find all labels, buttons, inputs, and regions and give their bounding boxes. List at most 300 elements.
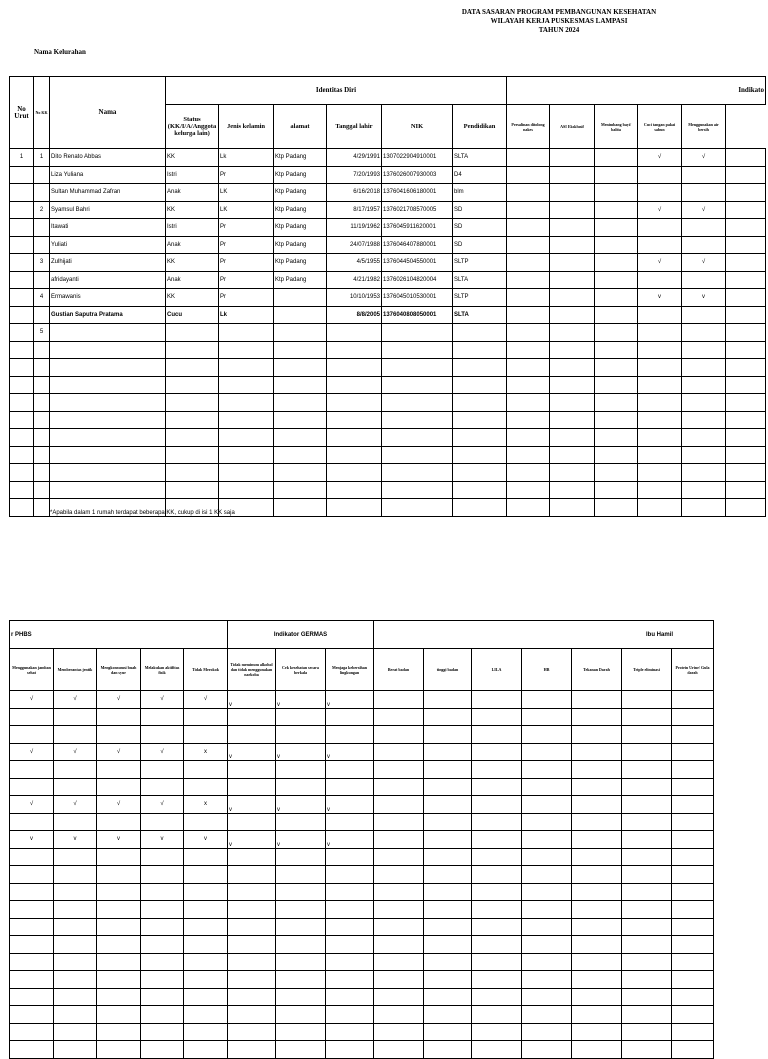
empty-cell (219, 359, 274, 377)
cell-persalinan (507, 184, 550, 202)
cell-tgl: 8/17/1957 (327, 201, 382, 219)
empty-cell (595, 446, 638, 464)
cell-status: Anak (166, 184, 219, 202)
empty-cell (34, 446, 50, 464)
empty-cell (472, 831, 522, 849)
empty-cell (572, 726, 622, 744)
table-row (10, 411, 766, 429)
empty-cell (424, 883, 472, 901)
empty-cell (228, 1041, 276, 1059)
empty-cell (638, 499, 682, 517)
table-row (10, 1041, 714, 1059)
group-germas: Indikator GERMAS (228, 621, 374, 649)
cell-bersih (326, 778, 374, 796)
empty-cell (682, 341, 726, 359)
cell-nik: 1376026007930003 (382, 166, 453, 184)
empty-cell (522, 691, 572, 709)
empty-cell (682, 359, 726, 377)
col-tidak-alkohol: Tidak meminum alkohol dan tidak menggunakan narkoba (228, 649, 276, 691)
title-line-2: WILAYAH KERJA PUSKESMAS LAMPASI (490, 17, 628, 25)
cell-status: Istri (166, 166, 219, 184)
col-tanggal-lahir: Tanggal lahir (327, 105, 382, 149)
cell-aktivitas (141, 761, 184, 779)
empty-cell (682, 446, 726, 464)
cell-extra (726, 219, 766, 237)
empty-cell (326, 988, 374, 1006)
col-hb: HB (522, 649, 572, 691)
empty-cell (622, 953, 672, 971)
cell-cek: v (276, 831, 326, 849)
cell-pend: blm (453, 184, 507, 202)
table-row (10, 324, 766, 342)
empty-cell (424, 1023, 472, 1041)
cell-jentik (54, 848, 97, 866)
table-row (10, 464, 766, 482)
empty-cell (141, 1023, 184, 1041)
col-asi: ASI Eksklusif (550, 105, 595, 149)
cell-pend: SLTA (453, 149, 507, 167)
cell-alamat (274, 306, 327, 324)
col-jenis-kelamin: Jenis kelamin (219, 105, 274, 149)
empty-cell (595, 394, 638, 412)
empty-cell (424, 953, 472, 971)
empty-cell (595, 341, 638, 359)
empty-cell (10, 499, 34, 517)
empty-cell (54, 936, 97, 954)
cell-asi (550, 236, 595, 254)
empty-cell (382, 341, 453, 359)
cell-cuci (638, 271, 682, 289)
cell-air: √ (682, 254, 726, 272)
empty-cell (424, 1006, 472, 1024)
empty-cell (228, 988, 276, 1006)
cell-alamat: Ktp Padang (274, 149, 327, 167)
empty-cell (374, 778, 424, 796)
empty-cell (638, 429, 682, 447)
cell-aktivitas: √ (141, 743, 184, 761)
empty-cell (453, 446, 507, 464)
cell-jk: Pr (219, 236, 274, 254)
empty-cell (97, 936, 141, 954)
empty-cell (472, 761, 522, 779)
empty-cell (50, 446, 166, 464)
empty-cell (10, 901, 54, 919)
empty-cell (54, 988, 97, 1006)
cell-nama: Dito Renato Abbas (50, 149, 166, 167)
empty-cell (672, 883, 714, 901)
cell-jamban (10, 761, 54, 779)
cell-merokok: √ (184, 691, 228, 709)
title-line-3: TAHUN 2024 (538, 26, 580, 34)
empty-cell (572, 936, 622, 954)
empty-cell (10, 411, 34, 429)
empty-cell (382, 359, 453, 377)
cell-nik: 1376041606180001 (382, 184, 453, 202)
empty-cell (622, 918, 672, 936)
empty-cell (326, 1023, 374, 1041)
empty-cell (274, 464, 327, 482)
footnote: *Apabila dalam 1 rumah terdapat beberapa KK, cukup di isi 1 KK saja (50, 510, 235, 516)
col-menimbang: Menimbang bayi/ balita (595, 105, 638, 149)
cell-jk: Pr (219, 254, 274, 272)
cell-jentik: √ (54, 796, 97, 814)
cell-alamat: Ktp Padang (274, 166, 327, 184)
cell-alkohol: v (228, 743, 276, 761)
empty-cell (550, 394, 595, 412)
cell-jamban (10, 708, 54, 726)
empty-cell (374, 813, 424, 831)
cell-alkohol: v (228, 796, 276, 814)
table-row (10, 394, 766, 412)
empty-cell (50, 429, 166, 447)
empty-cell (166, 359, 219, 377)
empty-cell (326, 936, 374, 954)
cell-tgl: 4/5/1955 (327, 254, 382, 272)
empty-cell (522, 813, 572, 831)
empty-cell (10, 376, 34, 394)
cell-no-kk: 4 (34, 289, 50, 307)
cell-cek: v (276, 743, 326, 761)
cell-asi (550, 149, 595, 167)
empty-cell (184, 1006, 228, 1024)
empty-cell (622, 971, 672, 989)
empty-cell (550, 446, 595, 464)
empty-cell (522, 831, 572, 849)
empty-cell (638, 411, 682, 429)
empty-cell (141, 971, 184, 989)
cell-jk: LK (219, 184, 274, 202)
cell-aktivitas (141, 708, 184, 726)
empty-cell (550, 481, 595, 499)
empty-cell (10, 936, 54, 954)
empty-cell (638, 341, 682, 359)
empty-cell (424, 761, 472, 779)
empty-cell (228, 901, 276, 919)
empty-cell (472, 971, 522, 989)
empty-cell (50, 411, 166, 429)
empty-cell (326, 1041, 374, 1059)
empty-cell (54, 918, 97, 936)
sasaran-table (9, 76, 766, 517)
empty-cell (374, 831, 424, 849)
empty-cell (550, 499, 595, 517)
cell-pend: D4 (453, 166, 507, 184)
empty-cell (54, 971, 97, 989)
empty-cell (572, 848, 622, 866)
empty-cell (382, 446, 453, 464)
empty-cell (672, 953, 714, 971)
empty-cell (522, 988, 572, 1006)
col-alamat: alamat (274, 105, 327, 149)
cell-extra (726, 166, 766, 184)
empty-cell (672, 778, 714, 796)
group-identitas-diri: Identitas Diri (166, 77, 507, 105)
cell-no-kk: 5 (34, 324, 50, 342)
cell-merokok: v (184, 831, 228, 849)
col-jentik: Memberantas jentik (54, 649, 97, 691)
cell-persalinan (507, 166, 550, 184)
empty-cell (228, 883, 276, 901)
empty-cell (50, 464, 166, 482)
cell-persalinan (507, 201, 550, 219)
cell-menimbang (595, 184, 638, 202)
empty-cell (622, 796, 672, 814)
empty-cell (522, 866, 572, 884)
empty-cell (572, 813, 622, 831)
table-row (10, 708, 714, 726)
cell-cek: v (276, 691, 326, 709)
table-row (10, 971, 714, 989)
empty-cell (276, 1041, 326, 1059)
cell-cuci (638, 184, 682, 202)
cell-bersih (326, 813, 374, 831)
col-aktivitas-fisik: Melakukan aktifitas fisik (141, 649, 184, 691)
empty-cell (572, 1041, 622, 1059)
empty-cell (682, 394, 726, 412)
empty-cell (682, 376, 726, 394)
empty-cell (472, 743, 522, 761)
empty-cell (228, 1023, 276, 1041)
cell-asi (550, 166, 595, 184)
empty-cell (166, 411, 219, 429)
cell-pend: SLTA (453, 306, 507, 324)
table-row (10, 866, 714, 884)
empty-cell (50, 481, 166, 499)
empty-cell (10, 341, 34, 359)
empty-cell (374, 971, 424, 989)
empty-cell (726, 481, 766, 499)
cell-asi (550, 306, 595, 324)
empty-cell (453, 481, 507, 499)
empty-cell (141, 901, 184, 919)
empty-cell (622, 691, 672, 709)
cell-menimbang (595, 201, 638, 219)
empty-cell (166, 394, 219, 412)
empty-cell (472, 778, 522, 796)
empty-cell (228, 971, 276, 989)
cell-persalinan (507, 324, 550, 342)
empty-cell (522, 1006, 572, 1024)
empty-cell (522, 778, 572, 796)
cell-tgl: 4/29/1991 (327, 149, 382, 167)
empty-cell (672, 831, 714, 849)
empty-cell (522, 743, 572, 761)
empty-cell (638, 446, 682, 464)
empty-cell (166, 446, 219, 464)
empty-cell (327, 359, 382, 377)
cell-no-urut (10, 254, 34, 272)
cell-alkohol (228, 708, 276, 726)
group-ibu-hamil: Ibu Hamil (374, 621, 714, 649)
empty-cell (424, 778, 472, 796)
cell-no-urut (10, 166, 34, 184)
empty-cell (522, 1023, 572, 1041)
cell-aktivitas (141, 726, 184, 744)
empty-cell (572, 691, 622, 709)
empty-cell (97, 918, 141, 936)
cell-jentik (54, 778, 97, 796)
table-row (10, 376, 766, 394)
empty-cell (638, 376, 682, 394)
empty-cell (10, 464, 34, 482)
col-lila: LILA (472, 649, 522, 691)
cell-merokok: x (184, 796, 228, 814)
col-persalinan: Persalinan ditolong nakes (507, 105, 550, 149)
cell-no-kk: 1 (34, 149, 50, 167)
cell-no-urut (10, 236, 34, 254)
empty-cell (672, 1041, 714, 1059)
cell-extra (726, 236, 766, 254)
empty-cell (326, 971, 374, 989)
cell-extra (726, 254, 766, 272)
cell-bersih: v (326, 796, 374, 814)
empty-cell (726, 341, 766, 359)
empty-cell (622, 883, 672, 901)
empty-cell (453, 394, 507, 412)
empty-cell (472, 796, 522, 814)
empty-cell (274, 411, 327, 429)
empty-cell (572, 901, 622, 919)
cell-alkohol (228, 778, 276, 796)
empty-cell (141, 1041, 184, 1059)
empty-cell (424, 813, 472, 831)
empty-cell (10, 1006, 54, 1024)
empty-cell (184, 883, 228, 901)
empty-cell (374, 953, 424, 971)
empty-cell (382, 394, 453, 412)
cell-buah (97, 778, 141, 796)
cell-pend: SLTP (453, 289, 507, 307)
cell-cuci (638, 219, 682, 237)
empty-cell (672, 743, 714, 761)
cell-extra (726, 201, 766, 219)
cell-extra (726, 306, 766, 324)
cell-cuci: √ (638, 201, 682, 219)
empty-cell (522, 796, 572, 814)
cell-nama: afridayanti (50, 271, 166, 289)
empty-cell (327, 481, 382, 499)
empty-cell (572, 883, 622, 901)
cell-pend: SD (453, 201, 507, 219)
col-no-kk: No KK (34, 77, 50, 149)
empty-cell (522, 936, 572, 954)
empty-cell (34, 394, 50, 412)
cell-nama: Yuliati (50, 236, 166, 254)
cell-no-urut (10, 219, 34, 237)
empty-cell (10, 953, 54, 971)
cell-cuci (638, 166, 682, 184)
empty-cell (10, 429, 34, 447)
cell-buah: v (97, 831, 141, 849)
empty-cell (638, 359, 682, 377)
empty-cell (672, 813, 714, 831)
group-indikator: Indikato (507, 77, 766, 105)
cell-cuci (638, 324, 682, 342)
empty-cell (550, 376, 595, 394)
cell-aktivitas: v (141, 831, 184, 849)
empty-cell (374, 848, 424, 866)
empty-cell (472, 988, 522, 1006)
empty-cell (472, 901, 522, 919)
cell-alamat: Ktp Padang (274, 254, 327, 272)
cell-cuci: √ (638, 149, 682, 167)
empty-cell (10, 1023, 54, 1041)
table-row (10, 883, 714, 901)
empty-cell (274, 376, 327, 394)
col-cuci-tangan: Cuci tangan pakai sabun (638, 105, 682, 149)
cell-alamat: Ktp Padang (274, 184, 327, 202)
empty-cell (622, 866, 672, 884)
empty-cell (274, 359, 327, 377)
empty-cell (672, 708, 714, 726)
empty-cell (472, 953, 522, 971)
empty-cell (184, 1041, 228, 1059)
empty-cell (424, 936, 472, 954)
empty-cell (327, 341, 382, 359)
empty-cell (274, 481, 327, 499)
cell-nik: 1376046407880001 (382, 236, 453, 254)
empty-cell (472, 1006, 522, 1024)
empty-cell (54, 1006, 97, 1024)
cell-bersih (326, 726, 374, 744)
cell-menimbang (595, 236, 638, 254)
empty-cell (327, 499, 382, 517)
col-protein-urine: Protein Urine/ Gula darah (672, 649, 714, 691)
empty-cell (424, 831, 472, 849)
table-row (10, 271, 766, 289)
cell-persalinan (507, 149, 550, 167)
empty-cell (374, 761, 424, 779)
empty-cell (219, 481, 274, 499)
cell-jk (219, 324, 274, 342)
table-row (10, 481, 766, 499)
empty-cell (726, 411, 766, 429)
empty-cell (572, 796, 622, 814)
cell-menimbang (595, 254, 638, 272)
cell-cuci (638, 236, 682, 254)
cell-cek: v (276, 796, 326, 814)
cell-nik: 1376021708570005 (382, 201, 453, 219)
empty-cell (522, 901, 572, 919)
empty-cell (374, 691, 424, 709)
empty-cell (327, 411, 382, 429)
cell-status: Anak (166, 271, 219, 289)
empty-cell (726, 359, 766, 377)
table-row (10, 1006, 714, 1024)
cell-buah (97, 726, 141, 744)
empty-cell (572, 761, 622, 779)
empty-cell (10, 866, 54, 884)
table-row (10, 743, 714, 761)
empty-cell (97, 1006, 141, 1024)
empty-cell (453, 341, 507, 359)
table-row (10, 359, 766, 377)
empty-cell (374, 901, 424, 919)
empty-cell (472, 1041, 522, 1059)
empty-cell (622, 988, 672, 1006)
empty-cell (382, 411, 453, 429)
empty-cell (10, 988, 54, 1006)
table-row (10, 778, 714, 796)
cell-alamat: Ktp Padang (274, 219, 327, 237)
empty-cell (472, 691, 522, 709)
table-row (10, 306, 766, 324)
empty-cell (327, 429, 382, 447)
cell-air (682, 236, 726, 254)
cell-merokok (184, 726, 228, 744)
cell-pend: SLTA (453, 271, 507, 289)
empty-cell (572, 1023, 622, 1041)
